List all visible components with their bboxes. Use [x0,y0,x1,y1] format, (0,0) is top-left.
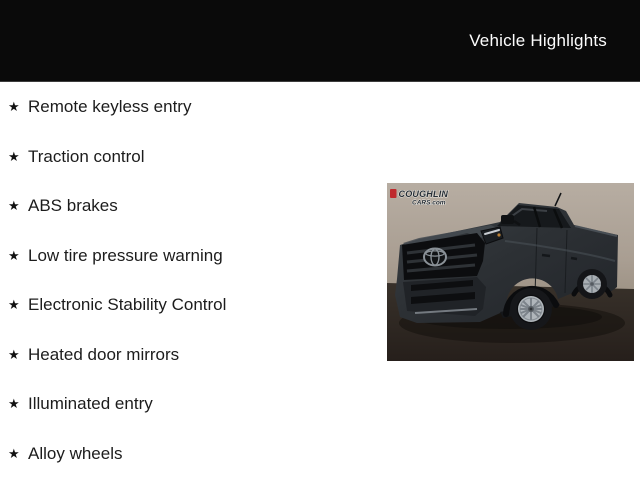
star-icon: ★ [8,198,20,213]
feature-label: Traction control [28,146,145,166]
watermark-line1: COUGHLIN [398,189,449,199]
star-icon: ★ [8,396,20,411]
vehicle-photo [387,183,634,361]
feature-label: ABS brakes [28,196,118,215]
feature-label: Heated door mirrors [28,344,180,364]
feature-item [8,394,226,414]
dealer-logo-icon [390,189,397,198]
star-icon: ★ [8,148,20,164]
star-icon: ★ [8,297,20,312]
feature-item [8,444,226,464]
feature-label: Illuminated entry [28,394,153,413]
feature-item [8,246,226,266]
feature-item [8,196,226,216]
marker-light [497,233,500,236]
door-handle [571,258,577,259]
front-wheel [510,288,552,330]
star-icon: ★ [8,445,20,461]
page-title: Vehicle Highlights [469,30,607,50]
features-list [0,82,226,480]
feature-item [8,345,226,365]
star-icon: ★ [8,99,20,114]
watermark-line2: CARS.com [412,199,446,207]
star-icon: ★ [8,346,20,362]
feature-item [8,295,226,315]
feature-label: Remote keyless entry [28,97,192,116]
side-mirror [501,215,514,224]
feature-label: Alloy wheels [28,443,123,463]
feature-item [8,147,226,167]
feature-item [8,97,226,117]
feature-label: Electronic Stability Control [28,295,227,314]
header-bar [0,0,640,82]
door-handle [542,255,550,256]
star-icon: ★ [8,247,20,263]
rear-wheel [577,269,607,299]
feature-label: Low tire pressure warning [28,245,223,265]
